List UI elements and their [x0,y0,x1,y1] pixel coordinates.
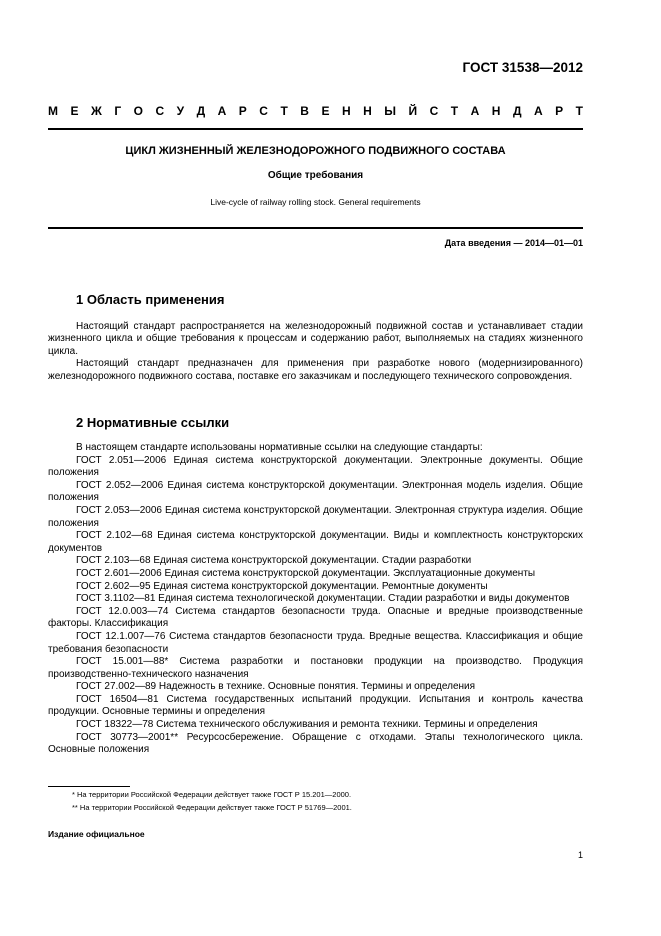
reference-item: ГОСТ 27.002—89 Надежность в технике. Основные понятия. Термины и определения [76,681,476,693]
header-rule [48,128,583,130]
interstate-standard-banner: М Е Ж Г О С У Д А Р С Т В Е Н Н Ы Й С Т А Н Д А Р Т [48,104,583,118]
section-1-heading: 1 Область применения [76,292,225,307]
reference-item: ГОСТ 30773—2001** Ресурсосбережение. Обращение с отходами. Этапы технологического цикла. Основные положения [48,731,583,756]
reference-item: ГОСТ 2.102—68 Единая система конструкторской документации. Виды и комплектность конструкторских документов [48,530,583,554]
english-title: Live-cycle of railway rolling stock. General requirements [210,197,421,207]
normative-references-list [48,442,583,757]
reference-item: ГОСТ 15.001—88* Система разработки и постановки продукции на производство. Продукция производственно-технического назначения [48,656,583,680]
standard-code: ГОСТ 31538—2012 [462,60,583,75]
document-title: ЦИКЛ ЖИЗНЕННЫЙ ЖЕЛЕЗНОДОРОЖНОГО ПОДВИЖНОГО СОСТАВА [125,145,506,157]
document-subtitle: Общие требования [267,170,364,181]
reference-item: ГОСТ 2.601—2006 Единая система конструкторской документации. Эксплуатационные документы [76,567,536,579]
footnote-separator [48,786,130,787]
reference-item: ГОСТ 12.0.003—74 Система стандартов безопасности труда. Опасные и вредные производственные факторы. Классификация [48,605,583,630]
references-intro: В настоящем стандарте использованы нормативные ссылки на следующие стандарты: [76,442,483,453]
title-rule [48,227,583,229]
section-2-heading: 2 Нормативные ссылки [76,415,230,430]
reference-item: ГОСТ 2.053—2006 Единая система конструкторской документации. Электронная структура изделия. Общие положения [48,504,583,529]
effective-date: Дата введения — 2014—01—01 [444,238,583,248]
edition-label: Издание официальное [48,829,145,839]
reference-item: ГОСТ 16504—81 Система государственных испытаний продукции. Испытания и контроль качества продукции. Основные термины и определения [48,693,583,718]
reference-item: ГОСТ 2.602—95 Единая система конструкторской документации. Ремонтные документы [76,580,488,592]
reference-item: ГОСТ 12.1.007—76 Система стандартов безопасности труда. Вредные вещества. Классификация и общие требования безопасности [48,630,583,655]
reference-item: ГОСТ 18322—78 Система технического обслуживания и ремонта техники. Термины и определения [76,719,538,731]
paragraph: Настоящий стандарт распространяется на железнодорожный подвижной состав и устанавливает стадии жизненного цикла и общие требования к процессам и содержанию работ, выполняемых на стадиях жизненного цикла. [48,321,583,357]
reference-item: ГОСТ 2.052—2006 Единая система конструкторской документации. Электронная модель изделия. Общие положения [48,479,583,504]
footnote: ** На территории Российской Федерации действует также ГОСТ Р 51769—2001. [72,803,352,812]
reference-item: ГОСТ 2.051—2006 Единая система конструкторской документации. Электронные документы. Общие положения [48,454,583,479]
page-number: 1 [577,850,583,860]
footnote: * На территории Российской Федерации действует также ГОСТ Р 15.201—2000. [72,790,352,799]
reference-item: ГОСТ 2.103—68 Единая система конструкторской документации. Стадии разработки [76,555,472,567]
reference-item: ГОСТ 3.1102—81 Единая система технологической документации. Стадии разработки и виды документов [76,593,570,605]
paragraph: Настоящий стандарт предназначен для применения при разработке нового (модернизированного) железнодорожного подвижного состава, поставке его заказчикам и последующего технического сопровождения. [48,358,583,382]
section-1-body [48,321,583,383]
